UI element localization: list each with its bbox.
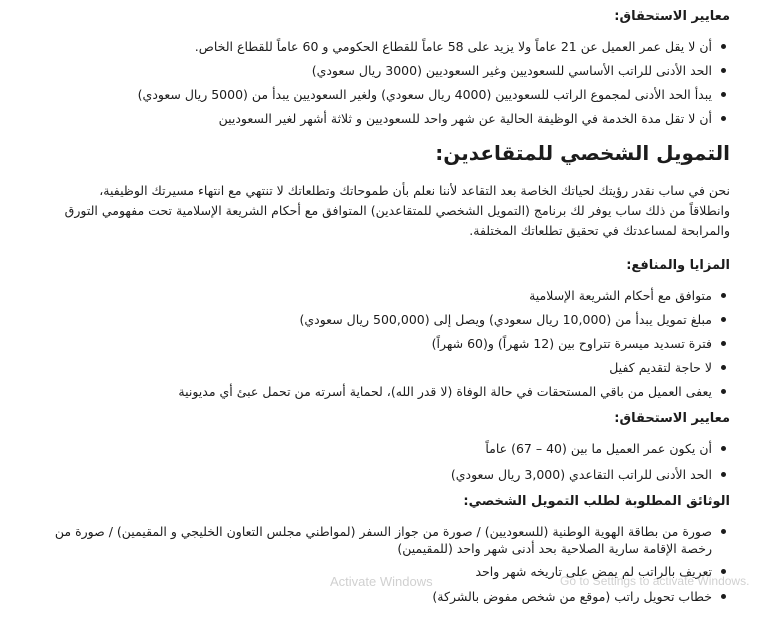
list-item: فترة تسديد ميسرة تتراوح بين (12 شهراً) و(60 شهراً) [40,335,730,352]
eligibility-heading-2: معايير الاستحقاق: [614,411,730,426]
list-item: أن لا يقل عمر العميل عن 21 عاماً ولا يزيد على 58 عاماً للقطاع الحكومي و 60 عاماً للقطاع الخاص. [40,38,730,55]
list-item: يعفى العميل من باقي المستحقات في حالة الوفاة (لا قدر الله)، لحماية أسرته من تحمل عبئ أي مديونية [40,383,730,400]
list-item: متوافق مع أحكام الشريعة الإسلامية [40,287,730,304]
documents-list [40,523,730,605]
list-item: خطاب تحويل راتب (موقع من شخص مفوض بالشركة) [40,588,730,605]
eligibility-list-1 [40,38,730,127]
documents-heading: الوثائق المطلوبة لطلب التمويل الشخصي: [463,494,730,509]
paragraph-line: والمرابحة لمساعدتك في تحقيق تطلعاتك المختلفة. [469,223,730,238]
benefits-section [40,257,730,400]
activate-windows-watermark-sub: Go to Settings to activate Windows. [560,574,750,588]
retirees-paragraph [40,181,730,241]
activate-windows-watermark: Activate Windows [330,574,433,589]
eligibility-list-2 [40,440,730,483]
paragraph-line: نحن في ساب نقدر رؤيتك لحياتك الخاصة بعد التقاعد لأننا نعلم بأن طموحاتك وتطلعاتك لا تنتهي مع انتهاء مسيرتك الوظيفية، [99,183,730,198]
list-item: أن يكون عمر العميل ما بين (40 – 67) عاماً [40,440,730,457]
documents-section [40,493,730,605]
eligibility-heading-1: معايير الاستحقاق: [614,9,730,24]
list-item: الحد الأدنى للراتب الأساسي للسعوديين وغير السعوديين (3000 ريال سعودي) [40,62,730,79]
benefits-list [40,287,730,400]
list-item: يبدأ الحد الأدنى لمجموع الراتب للسعوديين (4000 ريال سعودي) ولغير السعوديين يبدأ من (5000 ريال سعودي) [40,86,730,103]
eligibility-section-1 [40,8,730,127]
benefits-heading: المزايا والمنافع: [626,258,730,273]
paragraph-line: وانطلاقاً من ذلك ساب يوفر لك برنامج (التمويل الشخصي للمتقاعدين) المتوافق مع أحكام الشريعة الإسلامية تحت مفهومي التورق [64,203,730,218]
list-item: تعريف بالراتب لم يمض على تاريخه شهر واحد [40,563,730,580]
list-item: مبلغ تمويل يبدأ من (10,000 ريال سعودي) ويصل إلى (500,000 ريال سعودي) [40,311,730,328]
section-title-retirees: التمويل الشخصي للمتقاعدين: [435,141,730,165]
list-item: لا حاجة لتقديم كفيل [40,359,730,376]
list-item: أن لا تقل مدة الخدمة في الوظيفة الحالية عن شهر واحد للسعوديين و ثلاثة أشهر لغير السعوديين [40,110,730,127]
eligibility-section-2 [40,410,730,483]
list-item: الحد الأدنى للراتب التقاعدي (3,000 ريال سعودي) [40,466,730,483]
list-item: صورة من بطاقة الهوية الوطنية (للسعوديين) / صورة من جواز السفر (لمواطني مجلس التعاون الخليجي و المقيمين) / صورة من رخصة الإقامة سارية الصلاحية بحد أدنى شهر واحد (للمقيمين) [40,523,730,557]
